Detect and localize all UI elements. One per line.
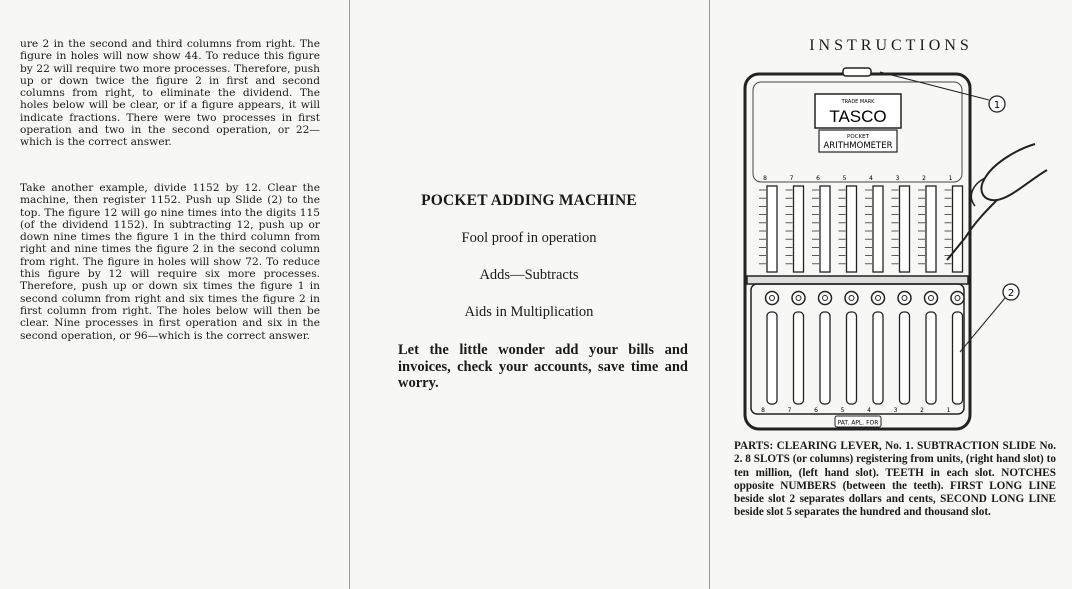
instructions-title: INSTRUCTIONS [809,37,973,54]
middle-page [350,0,708,589]
result-window [951,292,964,305]
upper-slot [847,186,857,272]
result-window [766,292,779,305]
result-window [792,292,805,305]
feature-line-3: Aids in Multiplication [464,304,594,320]
upper-slot-group [759,175,963,272]
upper-slot [767,186,777,272]
arithmometer-illustration [735,60,1055,435]
slogan-text: Let the little wonder add your bills and invoices, check your accounts, save time and worry. [398,342,688,391]
division-example-paragraph-1 [20,38,320,149]
upper-slot [873,186,883,272]
result-window [925,292,938,305]
column-label-bottom: 1 [946,407,951,414]
lower-slot [873,312,883,404]
result-window [898,292,911,305]
column-label-bottom: 6 [814,407,818,414]
column-label-top: 8 [763,175,767,182]
trade-mark-label: TRADE MARK [841,99,875,105]
parts-description: PARTS: CLEARING LEVER, No. 1. SUBTRACTION SLIDE No. 2. 8 SLOTS (or columns) registering from units, (right hand slot) to ten million, (left hand slot). TEETH in each slot. NOTCHES opposite NUMBERS (between the teeth). FIRST LONG LINE beside slot 2 separates dollars and cents, SECOND LONG LINE beside slot 5 separates the hundred and thousand slot. [734,440,1056,519]
paragraph-text: Take another example, divide 1152 by 12. Clear the machine, then register 1152. Push up Slide (2) to the top. The figure 12 will go nine times into the digits 115 (of the dividend 1152). In subtracting 12, push up or down nine times the figure 1 in the third column from right and nine times the figure 2 in the second column from right. The figure in holes will show 72. To reduce this figure by 12 will require six more processes. Therefore, push up or down six times the figure 1 in second column from right and six times the figure 2 in first column from right. The holes below will then be clear. Nine processes in first operation and six in the second operation, or 96—which is the correct answer. [20,182,320,342]
column-label-bottom: 8 [761,407,765,414]
column-label-bottom: 7 [787,407,792,414]
result-window [872,292,885,305]
column-label-bottom: 2 [920,407,924,414]
pocket-label: POCKET [847,134,869,140]
upper-slot [953,186,963,272]
column-label-top: 7 [789,175,794,182]
feature-line-2: Adds—Subtracts [479,267,579,283]
column-label-top: 2 [922,175,926,182]
lower-slot-group [761,292,964,415]
lower-slot [953,312,963,404]
column-label-top: 5 [842,175,847,182]
column-label-top: 3 [895,175,900,182]
column-label-bottom: 5 [840,407,845,414]
patent-label: PAT. APL. FOR [837,419,879,427]
callout-1: 1 [993,100,1001,111]
left-page [0,0,349,589]
division-example-paragraph-2 [20,182,320,342]
upper-slot [794,186,804,272]
column-label-top: 4 [869,175,873,182]
page-title: POCKET ADDING MACHINE [421,192,637,209]
right-page [710,0,1072,589]
arithmometer-label: ARITHMOMETER [823,141,893,151]
lower-slot [926,312,936,404]
result-window [845,292,858,305]
result-window [819,292,832,305]
brand-label: TASCO [829,107,887,126]
paragraph-text: ure 2 in the second and third columns from right. The figure in holes will now show 44. To reduce this figure by 22 will require two more processes. Therefore, push up or down twice the figure 2 in first and second columns from right, to eliminate the dividend. The holes below will be clear, or if a figure appears, it will indicate fractions. There were two processes in first operation and two in the second operation, or 22—which is the correct answer. [20,38,320,149]
feature-line-1: Fool proof in operation [461,230,597,246]
column-label-top: 6 [816,175,820,182]
callout-2: 2 [1007,288,1015,299]
lower-slot [767,312,777,404]
column-label-bottom: 4 [867,407,871,414]
lower-slot [794,312,804,404]
lower-slot [900,312,910,404]
upper-slot [926,186,936,272]
column-label-bottom: 3 [893,407,898,414]
column-label-top: 1 [948,175,953,182]
upper-slot [820,186,830,272]
lower-slot [847,312,857,404]
lower-slot [820,312,830,404]
upper-slot [900,186,910,272]
